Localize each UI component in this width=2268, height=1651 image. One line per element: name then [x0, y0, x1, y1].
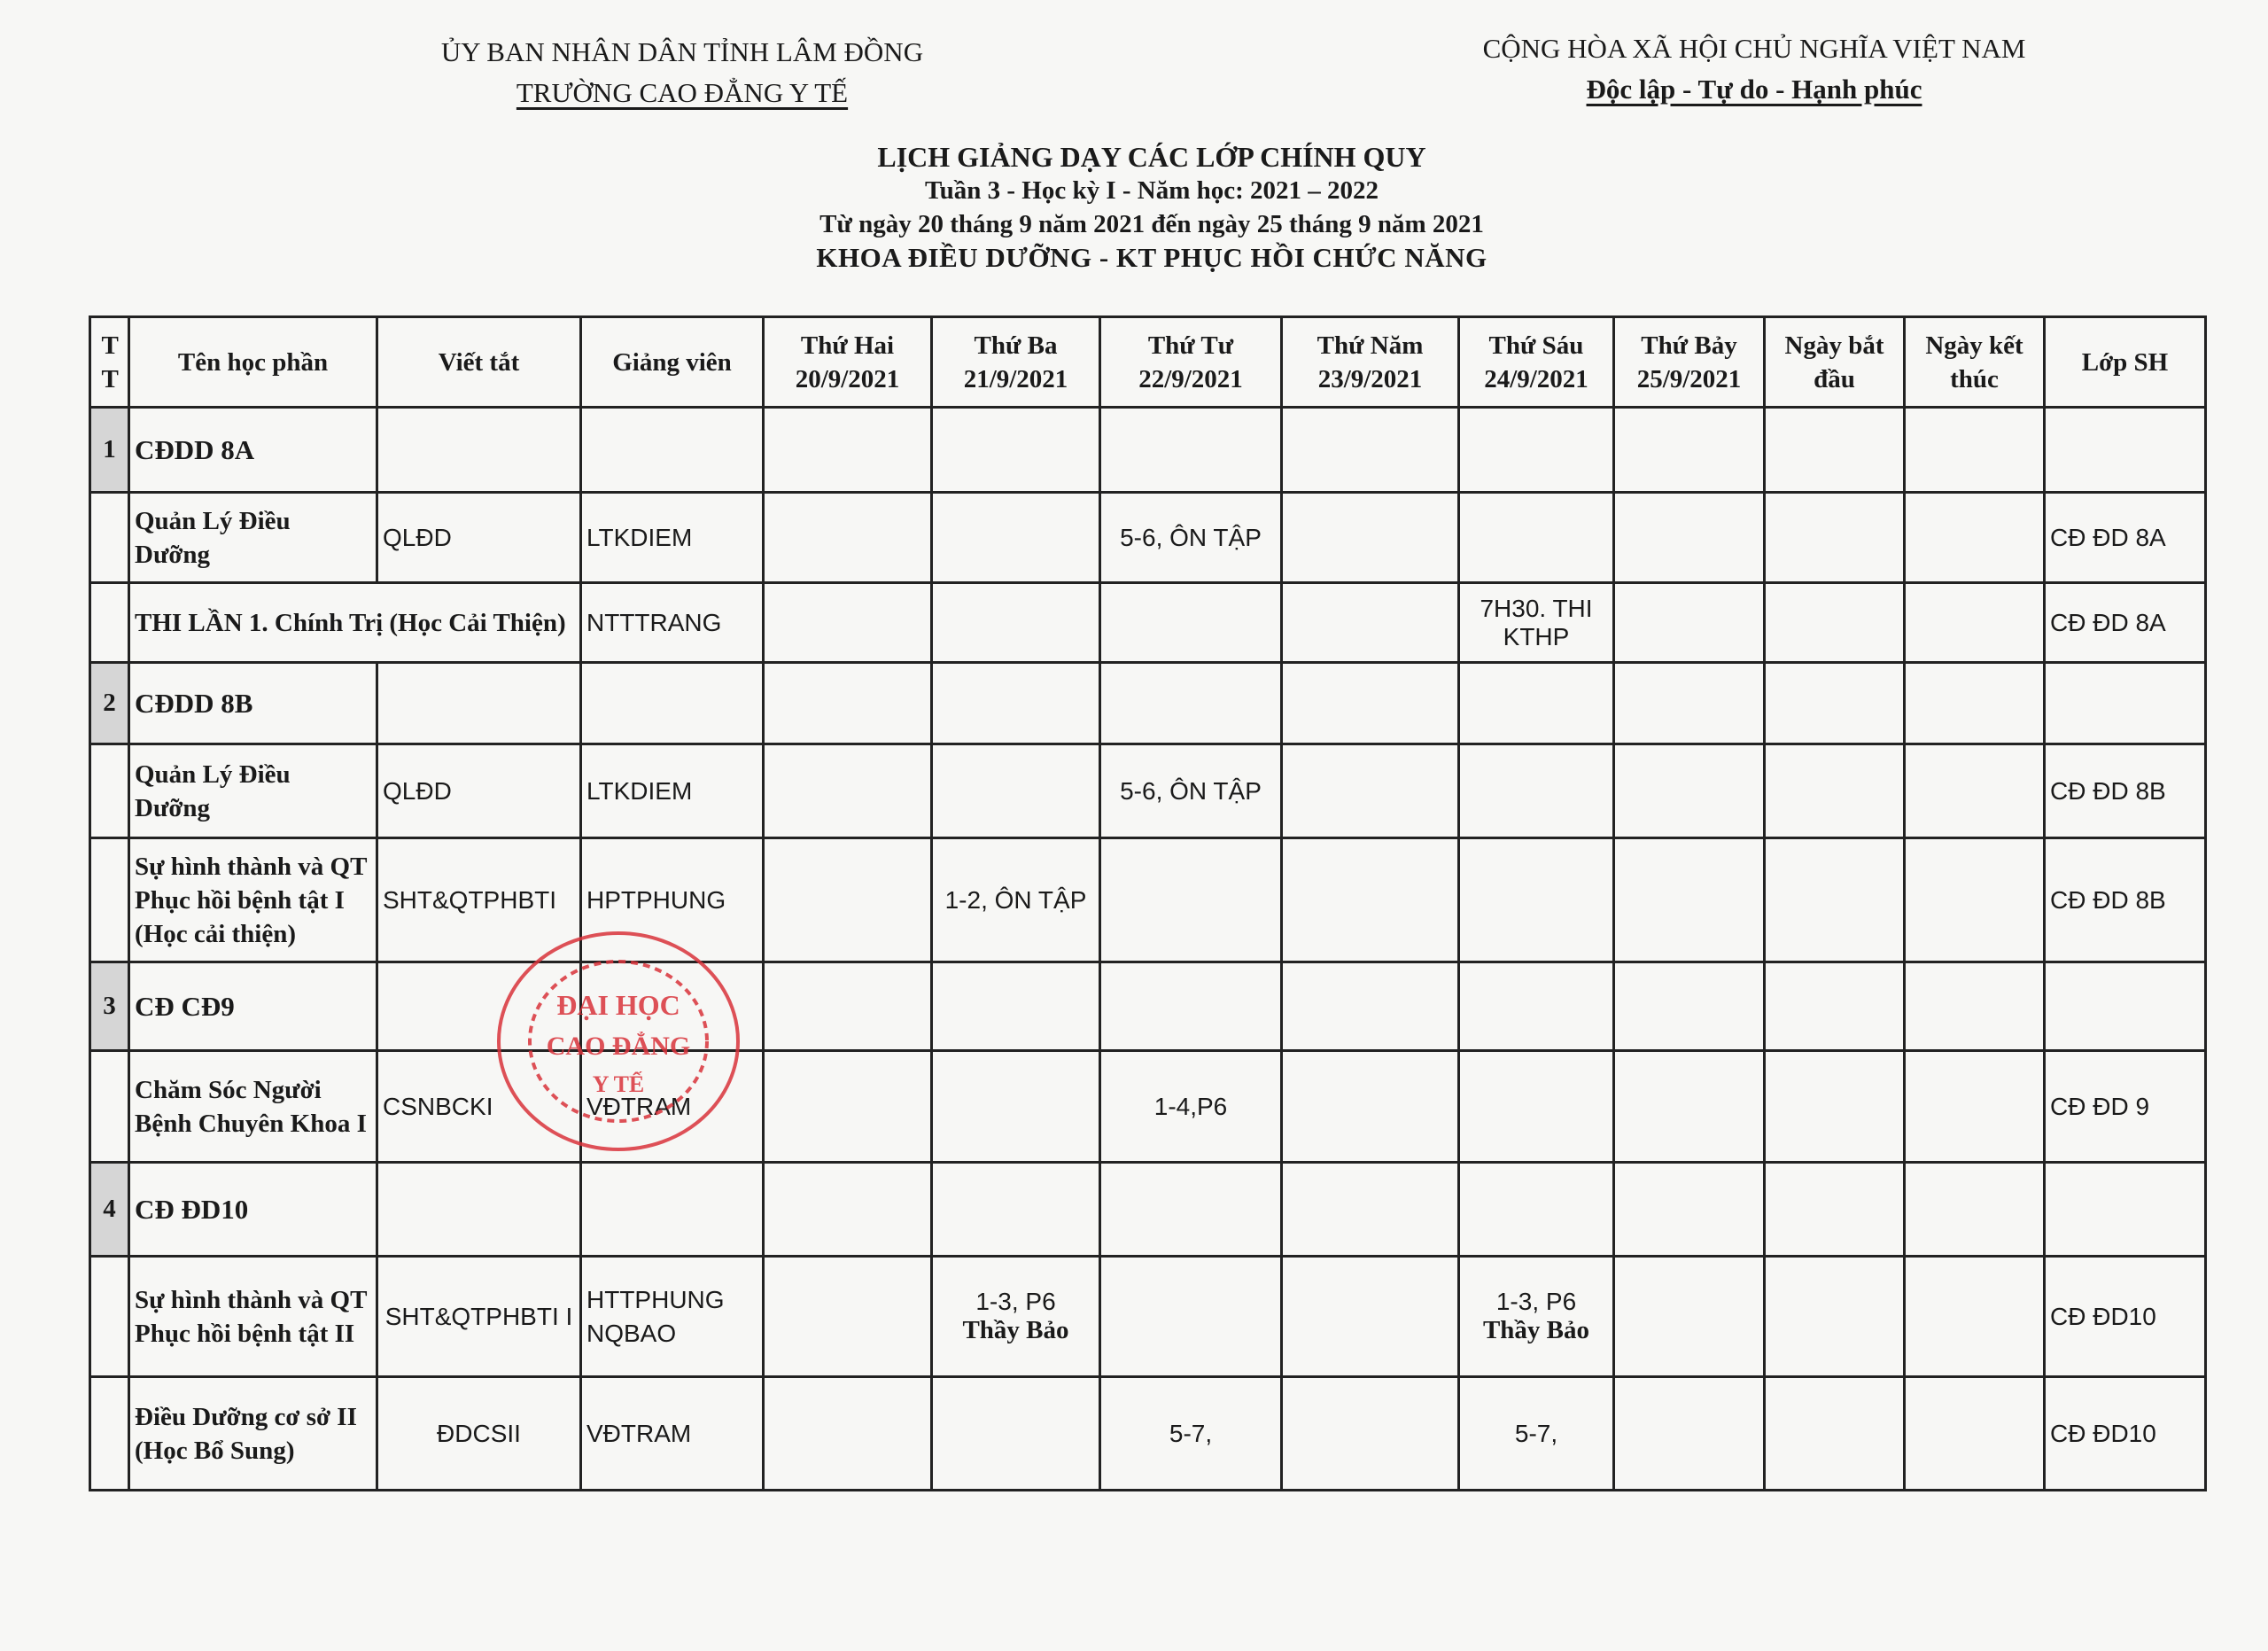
col-subject: Tên học phần: [129, 317, 377, 408]
teacher-cell: VĐTRAM: [581, 1377, 764, 1491]
teacher-cell: NTTTRANG: [581, 583, 764, 663]
group-name: CĐDD 8B: [129, 663, 377, 744]
group-row: [90, 408, 2206, 493]
table-row: [90, 1051, 2206, 1163]
table-row: [90, 1257, 2206, 1377]
col-tue: Thứ Ba 21/9/2021: [932, 317, 1100, 408]
col-fri: Thứ Sáu 24/9/2021: [1459, 317, 1614, 408]
teacher-cell: LTKDIEM: [581, 493, 764, 583]
group-row: [90, 663, 2206, 744]
title-main: LỊCH GIẢNG DẠY CÁC LỚP CHÍNH QUY: [877, 141, 1426, 173]
header-left: [390, 32, 975, 113]
table-row: [90, 493, 2206, 583]
table-row: [90, 838, 2206, 962]
wed-cell: 1-4,P6: [1100, 1051, 1282, 1163]
col-wed: Thứ Tư 22/9/2021: [1100, 317, 1282, 408]
col-thu: Thứ Năm 23/9/2021: [1282, 317, 1459, 408]
group-row: [90, 1163, 2206, 1257]
teacher-cell: HPTPHUNG: [581, 838, 764, 962]
header-right-country: CỘNG HÒA XÃ HỘI CHỦ NGHĨA VIỆT NAM: [1482, 33, 2026, 64]
col-teacher: Giảng viên: [581, 317, 764, 408]
col-sat: Thứ Bảy 25/9/2021: [1614, 317, 1765, 408]
fri-cell: 7H30. THI KTHP: [1459, 583, 1614, 663]
abbr-cell: QLĐD: [377, 744, 581, 838]
class-cell: CĐ ĐD 8A: [2045, 583, 2206, 663]
seal-text-mid: CAO ĐẲNG: [546, 1032, 691, 1061]
abbr-cell: SHT&QTPHBTI: [377, 838, 581, 962]
abbr-cell: QLĐD: [377, 493, 581, 583]
title-week: Tuần 3 - Học kỳ I - Năm học: 2021 – 2022: [924, 176, 1379, 205]
header-left-agency: ỦY BAN NHÂN DÂN TỈNH LÂM ĐỒNG: [440, 36, 924, 67]
group-number: 2: [90, 663, 129, 744]
subject-cell: THI LẦN 1. Chính Trị (Học Cải Thiện): [129, 583, 581, 663]
group-number: 4: [90, 1163, 129, 1257]
document-title: [585, 140, 1719, 275]
header-right-motto: Độc lập - Tự do - Hạnh phúc: [1586, 74, 1922, 105]
tue-cell: 1-2, ÔN TẬP: [932, 838, 1100, 962]
col-start: Ngày bắt đầu: [1765, 317, 1905, 408]
seal-text-bottom: Y TẾ: [592, 1071, 645, 1097]
class-cell: CĐ ĐD 8B: [2045, 838, 2206, 962]
teacher-cell: HTTPHUNG NQBAO: [581, 1257, 764, 1377]
teacher-cell: VĐTRAM: [581, 1051, 764, 1163]
class-cell: CĐ ĐD 8B: [2045, 744, 2206, 838]
group-row: [90, 962, 2206, 1051]
subject-cell: Sự hình thành và QT Phục hồi bệnh tật I (Học cải thiện): [129, 838, 377, 962]
subject-cell: Điều Dưỡng cơ sở II (Học Bổ Sung): [129, 1377, 377, 1491]
table-row: [90, 1377, 2206, 1491]
group-number: 1: [90, 408, 129, 493]
subject-cell: Chăm Sóc Người Bệnh Chuyên Khoa I: [129, 1051, 377, 1163]
group-name: CĐDD 8A: [129, 408, 377, 493]
class-cell: CĐ ĐD10: [2045, 1377, 2206, 1491]
seal-text-top: ĐẠI HỌC: [556, 989, 680, 1021]
class-cell: CĐ ĐD 9: [2045, 1051, 2206, 1163]
fri-cell: 5-7,: [1459, 1377, 1614, 1491]
title-faculty: KHOA ĐIỀU DƯỠNG - KT PHỤC HỒI CHỨC NĂNG: [816, 242, 1487, 273]
class-cell: CĐ ĐD10: [2045, 1257, 2206, 1377]
group-name: CĐ CĐ9: [129, 962, 377, 1051]
subject-cell: Quản Lý Điều Dưỡng: [129, 493, 377, 583]
title-date-range: Từ ngày 20 tháng 9 năm 2021 đến ngày 25 tháng 9 năm 2021: [819, 210, 1484, 238]
class-cell: CĐ ĐD 8A: [2045, 493, 2206, 583]
table-row: [90, 583, 2206, 663]
wed-cell: 5-6, ÔN TẬP: [1100, 493, 1282, 583]
group-number: 3: [90, 962, 129, 1051]
col-abbr: Viết tắt: [377, 317, 581, 408]
abbr-cell: ĐDCSII: [377, 1377, 581, 1491]
group-name: CĐ ĐD10: [129, 1163, 377, 1257]
wed-cell: 5-7,: [1100, 1377, 1282, 1491]
table-row: [90, 744, 2206, 838]
subject-cell: Sự hình thành và QT Phục hồi bệnh tật II: [129, 1257, 377, 1377]
schedule-table: [89, 315, 2207, 1491]
col-tt: TT: [90, 317, 129, 408]
wed-cell: 5-6, ÔN TẬP: [1100, 744, 1282, 838]
col-class: Lớp SH: [2045, 317, 2206, 408]
abbr-cell: CSNBCKI: [377, 1051, 581, 1163]
fri-cell-teacher: Thầy Bảo: [1482, 1316, 1590, 1344]
table-header-row: [90, 317, 2206, 408]
teacher-cell: LTKDIEM: [581, 744, 764, 838]
header-right: [1444, 28, 2064, 110]
subject-cell: Quản Lý Điều Dưỡng: [129, 744, 377, 838]
abbr-cell: SHT&QTPHBTI I: [377, 1257, 581, 1377]
col-mon: Thứ Hai 20/9/2021: [764, 317, 932, 408]
col-end: Ngày kết thúc: [1905, 317, 2045, 408]
tue-cell-period: 1-3, P6: [975, 1288, 1056, 1315]
tue-cell-teacher: Thầy Bảo: [962, 1316, 1069, 1344]
header-left-school: TRƯỜNG CAO ĐẲNG Y TẾ: [516, 77, 849, 108]
tue-cell: [932, 1257, 1100, 1377]
fri-cell-period: 1-3, P6: [1495, 1288, 1577, 1315]
fri-cell: [1459, 1257, 1614, 1377]
